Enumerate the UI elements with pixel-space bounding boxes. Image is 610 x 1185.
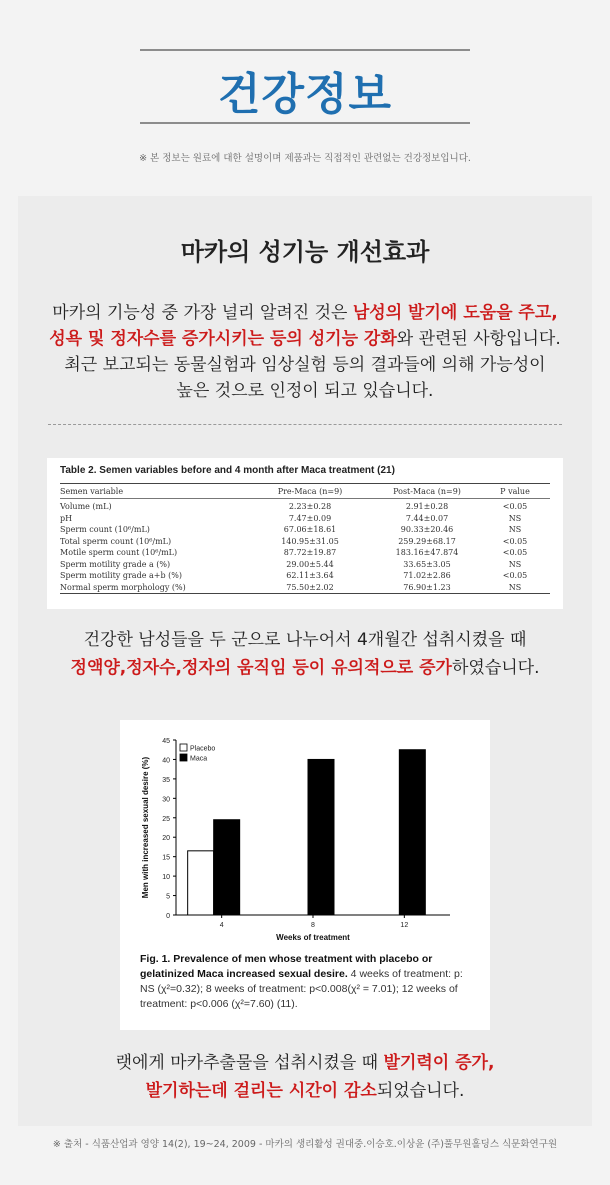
x-tick-label: 8 (311, 922, 315, 929)
disclaimer-text: ※ 본 정보는 원료에 대한 설명이며 제품과는 직접적인 관련없는 건강정보입니다. (139, 153, 471, 164)
table-top-rule (60, 483, 550, 484)
page-title: 건강정보 (217, 69, 392, 120)
table-cell: 90.33±20.46 (400, 525, 454, 534)
y-tick-label: 40 (162, 757, 170, 765)
table-cell: 33.65±3.05 (403, 559, 451, 569)
result-highlight: 정액양,정자수,정자의 움직임 등이 유의적으로 증가 (70, 658, 452, 678)
conclusion-text: 랫에게 마카추출물을 섭취시켰을 때 (115, 1053, 384, 1073)
table-cell: Total sperm count (10⁶/mL) (60, 536, 172, 546)
x-axis-label: Weeks of treatment (276, 933, 350, 942)
table-cell: 183.16±47.874 (395, 548, 459, 557)
table-cell: 2.91±0.28 (405, 502, 449, 511)
result-text: 하였습니다. (451, 658, 540, 678)
table-cell: <0.05 (502, 571, 528, 580)
section-heading: 마카의 성기능 개선효과 (180, 238, 430, 266)
conclusion-text: 되었습니다. (376, 1081, 465, 1101)
table-cell: 76.90±1.23 (403, 582, 451, 592)
semen-table-figure (47, 458, 563, 609)
table-cell: <0.05 (502, 536, 528, 546)
table-cell: NS (508, 559, 522, 569)
conclusion-highlight: 발기력이 증가, (383, 1053, 495, 1073)
desire-chart-figure (120, 720, 490, 1030)
figure-caption-title: Fig. 1. Prevalence of men whose treatment with placebo or gelatinized Maca increased sexual desire. (140, 953, 433, 980)
table-cell: <0.05 (502, 548, 528, 557)
table-cell: <0.05 (502, 502, 528, 511)
table-cell: Sperm count (10⁶/mL) (60, 525, 150, 534)
table-header-cell: Pre-Maca (n=9) (277, 487, 343, 496)
y-tick-label: 30 (162, 796, 170, 804)
table-cell: NS (508, 582, 522, 592)
table-cell: Sperm motility grade a+b (%) (60, 571, 182, 580)
table-cell: 7.44±0.07 (405, 513, 449, 523)
table-cell: 259.29±68.17 (398, 536, 456, 546)
y-tick-label: 20 (162, 835, 170, 843)
x-tick-label: 4 (219, 922, 224, 929)
y-tick-label: 0 (166, 913, 170, 920)
table-header-cell: Semen variable (60, 487, 124, 496)
table-row (60, 559, 550, 570)
table-cell: 7.47±0.09 (288, 513, 332, 523)
legend-swatch (180, 754, 187, 761)
maca-bar (308, 759, 334, 915)
y-tick-label: 5 (166, 893, 170, 901)
result-text: 건강한 남성들을 두 군으로 나누어서 4개월간 섭취시켰을 때 (83, 630, 527, 650)
intro-paragraph (20, 300, 590, 404)
figure-caption-detail: 4 weeks of treatment: p: NS (χ²=0.32); 8 weeks of treatment: p<0.008(χ² = 7.01); 12 weeks of treatment: p<0.006 (χ²=7.60) (11). (140, 968, 463, 1010)
intro-highlight: 남성의 발기에 도움을 주고, (352, 303, 558, 323)
table-header-rule (60, 498, 550, 499)
y-tick-label: 35 (162, 776, 170, 784)
intro-text: 최근 보고되는 동물실험과 임상실험 등의 결과들에 의해 가능성이 (64, 355, 546, 375)
table-cell: 67.06±18.61 (283, 525, 337, 534)
table-cell: 71.02±2.86 (403, 571, 451, 580)
table-row (60, 536, 550, 547)
y-tick-label: 10 (162, 874, 170, 882)
placebo-bar (188, 851, 214, 915)
table-header-row (60, 486, 550, 497)
intro-highlight: 성욕 및 정자수를 증가시키는 등의 성기능 강화 (49, 329, 397, 349)
dashed-divider (48, 424, 562, 425)
table-row (60, 582, 550, 593)
intro-text: 마카의 기능성 중 가장 널리 알려진 것은 (52, 303, 353, 323)
x-tick-label: 12 (400, 922, 409, 929)
table-cell: 2.23±0.28 (288, 502, 332, 511)
table-cell: pH (60, 513, 73, 523)
table-cell: Normal sperm morphology (%) (60, 582, 186, 592)
table-row (60, 501, 550, 512)
conclusion-paragraph (20, 1049, 590, 1105)
y-tick-label: 25 (162, 815, 170, 823)
title-bottom-rule (140, 122, 470, 124)
bar-chart (120, 720, 490, 952)
conclusion-highlight: 발기하는데 걸리는 시간이 감소 (145, 1081, 377, 1101)
table-header-cell: P value (500, 487, 530, 496)
table-header-cell: Post-Maca (n=9) (393, 487, 461, 496)
legend-label: Maca (190, 755, 208, 763)
table-row (60, 524, 550, 535)
table-row (60, 570, 550, 581)
y-tick-label: 45 (162, 738, 170, 745)
y-tick-label: 15 (162, 854, 170, 862)
table-cell: 62.11±3.64 (286, 571, 334, 580)
y-axis-label: Men with increased sexual desire (%) (141, 756, 150, 899)
table-cell: Motile sperm count (10⁶/mL) (60, 548, 178, 557)
figure-caption (140, 952, 480, 1012)
table-cell: 75.50±2.02 (286, 582, 334, 592)
table-row (60, 547, 550, 558)
table-bottom-rule (60, 593, 550, 594)
table-caption: Table 2. Semen variables before and 4 month after Maca treatment (21) (60, 465, 395, 476)
title-top-rule (140, 49, 470, 51)
legend-swatch (180, 744, 187, 751)
table-cell: NS (508, 513, 522, 523)
table-cell: Volume (mL) (60, 502, 112, 511)
result-paragraph (20, 626, 590, 682)
table-cell: 87.72±19.87 (283, 548, 337, 557)
maca-bar (214, 820, 240, 915)
intro-text: 와 관련된 사항입니다. (396, 329, 561, 349)
table-cell: 29.00±5.44 (286, 559, 334, 569)
table-cell: 140.95±31.05 (281, 536, 339, 546)
maca-bar (399, 750, 425, 915)
table-row (60, 513, 550, 524)
intro-text: 높은 것으로 인정이 되고 있습니다. (176, 381, 434, 401)
table-cell: NS (508, 525, 522, 534)
table-cell: Sperm motility grade a (%) (60, 559, 171, 569)
source-citation: ※ 출처 - 식품산업과 영양 14(2), 19~24, 2009 - 마카의 생리활성 권대중.이승호.이상윤 (주)풀무원홀딩스 식문화연구원 (52, 1139, 558, 1150)
legend-label: Placebo (190, 745, 216, 753)
